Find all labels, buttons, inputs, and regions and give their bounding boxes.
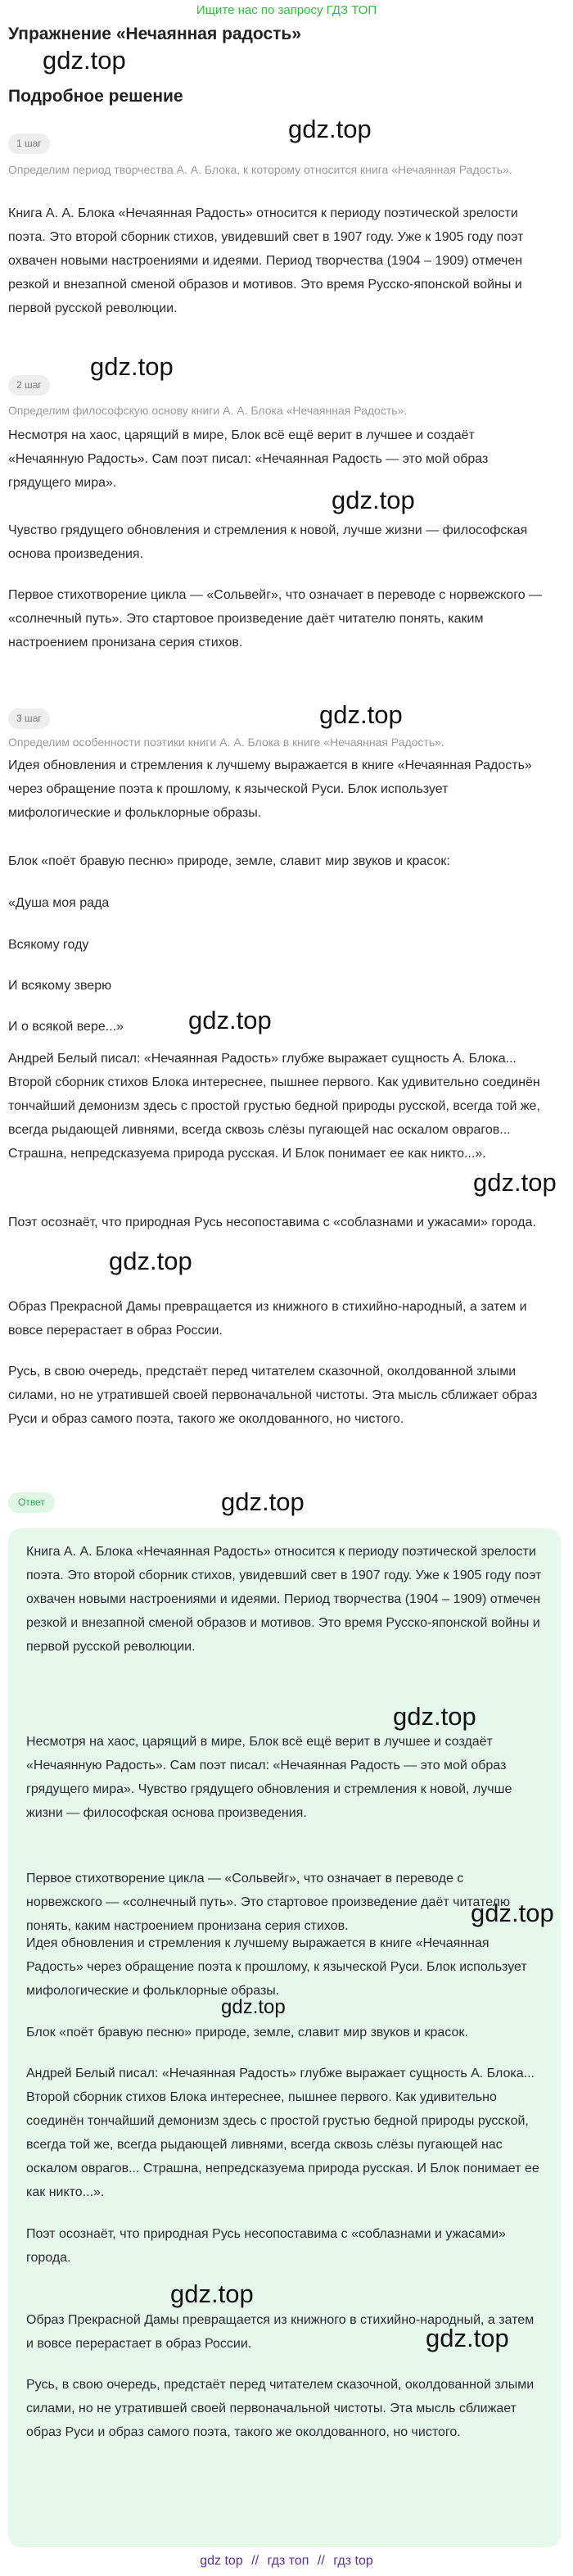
answer-paragraph: Первое стихотворение цикла — «Сольвейг», что означает в переводе с норвежского — «солнечный путь». Это стартовое произведение даёт читателю понять, каким настроением пронизана серия стихов. xyxy=(26,1872,510,1933)
step-paragraph: Поэт осознаёт, что природная Русь несопоставима с «соблазнами и ужасами» города. xyxy=(8,1216,536,1229)
watermark: gdz.top xyxy=(319,700,403,729)
answer-paragraph: Книга А. А. Блока «Нечаянная Радость» относится к периоду поэтической зрелости поэта. Это второй сборник стихов, увидевший свет в 1907 году. Уже к 1905 году поэт охвачен новыми настроениями и идеями. Период творчества (1904 – 1909) отмечен резкой и внезапной сменой образов и мотивов. Это время Русско-японской войны и первой русской революции. xyxy=(26,1545,542,1654)
step-badge: 2 шаг xyxy=(8,375,50,396)
poem-line: Всякому году xyxy=(8,938,89,952)
footer-link[interactable]: gdz top xyxy=(200,2554,243,2568)
step-note: Определим особенности поэтики книги А. А. Блока в книге «Нечаянная Радость». xyxy=(8,736,444,749)
step-paragraph: Несмотря на хаос, царящий в мире, Блок всё ещё верит в лучшее и создаёт «Нечаянную Радость». Сам поэт писал: «Нечаянная Радость — это мой образ грядущего мира». xyxy=(8,428,489,490)
step-paragraph: Блок «поёт бравую песню» природе, земле, славит мир звуков и красок: xyxy=(8,854,450,868)
footer-link[interactable]: гдз топ xyxy=(267,2554,309,2568)
step-paragraph: Андрей Белый писал: «Нечаянная Радость» глубже выражает сущность А. Блока... Второй сборник стихов Блока интереснее, пышнее первого. Как удивительно соединён тончайший демонизм здесь с простой грустью бедной природы русской, всегда той же, всегда рыдающей ливнями, всегда сквозь слёзы пугающей нас оскалом оврагов... Страшна, непредсказуема природа русская. И Блок понимает ее как никто...». xyxy=(8,1052,540,1161)
poem-line: И о всякой вере...» xyxy=(8,1020,124,1034)
footer-separator: // xyxy=(251,2554,259,2568)
poem-line: «Душа моя рада xyxy=(8,896,110,910)
watermark: gdz.top xyxy=(288,115,372,143)
answer-paragraph: Андрей Белый писал: «Нечаянная Радость» глубже выражает сущность А. Блока... Второй сборник стихов Блока интереснее, пышнее первого. Как удивительно соединён тончайший демонизм здесь с простой грустью бедной природы русской, всегда той же, всегда рыдающей ливнями, всегда сквозь слёзы пугающей нас оскалом оврагов... Страшна, непредсказуема природа русская. И Блок понимает ее как никто...». xyxy=(26,2067,539,2199)
step-paragraph: Книга А. А. Блока «Нечаянная Радость» относится к периоду поэтической зрелости поэта. Это второй сборник стихов, увидевший свет в 1907 году. Уже к 1905 году поэт охвачен новыми настроениями и идеями. Период творчества (1904 – 1909) отмечен резкой и внезапной сменой образов и мотивов. Это время Русско-японской войны и первой русской революции. xyxy=(8,206,524,315)
answer-paragraph: Русь, в свою очередь, предстаёт перед читателем сказочной, околдованной злыми силами, но не утратившей своей первоначальной чистоты. Эта мысль сближает образ Руси и образ самого поэта, такого же околдованного, но чистого. xyxy=(26,2378,535,2439)
step-badge: 3 шаг xyxy=(8,709,50,729)
page-title: Упражнение «Нечаянная радость» xyxy=(8,25,302,43)
answer-paragraph: Образ Прекрасной Дамы превращается из книжного в стихийно-народный, а затем и вовсе перерастает в образ России. xyxy=(26,2313,535,2351)
watermark: gdz.top xyxy=(90,352,174,381)
watermark: gdz.top xyxy=(170,2279,254,2308)
watermark: gdz.top xyxy=(471,1899,554,1927)
footer-separator: // xyxy=(317,2554,325,2568)
answer-paragraph: Блок «поёт бравую песню» природе, земле, славит мир звуков и красок. xyxy=(26,2026,468,2040)
answer-paragraph: Несмотря на хаос, царящий в мире, Блок всё ещё верит в лучшее и создаёт «Нечаянную Радость». Сам поэт писал: «Нечаянная Радость — это мой образ грядущего мира». Чувство грядущего обновления и стремления к новой, лучше жизни — философская основа произведения. xyxy=(26,1735,512,1820)
step-paragraph: Идея обновления и стремления к лучшему выражается в книге «Нечаянная Радость» через обращение поэта к прошлому, к языческой Руси. Блок использует мифологические и фольклорные образы. xyxy=(8,758,532,820)
poem-line: И всякому зверю xyxy=(8,979,112,993)
watermark: gdz.top xyxy=(221,1996,286,2018)
step-paragraph: Первое стихотворение цикла — «Сольвейг», что означает в переводе с норвежского — «солнечный путь». Это стартовое произведение даёт читателю понять, каким настроением пронизана серия стихов. xyxy=(8,588,543,650)
footer-link[interactable]: гдз top xyxy=(333,2554,373,2568)
watermark: gdz.top xyxy=(109,1247,192,1275)
step-paragraph: Образ Прекрасной Дамы превращается из книжного в стихийно-народный, а затем и вовсе перерастает в образ России. xyxy=(8,1300,527,1338)
footer-links xyxy=(0,2554,573,2569)
top-search-hint[interactable]: Ищите нас по запросу ГДЗ ТОП xyxy=(196,3,377,17)
watermark: gdz.top xyxy=(188,1006,272,1034)
step-note: Определим философскую основу книги А. А. Блока «Нечаянная Радость». xyxy=(8,404,408,417)
answer-paragraph: Идея обновления и стремления к лучшему выражается в книге «Нечаянная Радость» через обращение поэта к прошлому, к языческой Руси. Блок использует мифологические и фольклорные образы. xyxy=(26,1936,527,1998)
step-paragraph: Чувство грядущего обновления и стремления к новой, лучше жизни — философская основа произведения. xyxy=(8,523,528,561)
watermark: gdz.top xyxy=(43,46,126,75)
step-note: Определим период творчества А. А. Блока, к которому относится книга «Нечаянная Радость». xyxy=(8,163,512,176)
watermark: gdz.top xyxy=(473,1168,557,1197)
step-badge: 1 шаг xyxy=(8,134,50,154)
answer-paragraph: Поэт осознаёт, что природная Русь несопоставима с «соблазнами и ужасами» города. xyxy=(26,2227,506,2265)
section-title: Подробное решение xyxy=(8,87,183,106)
watermark: gdz.top xyxy=(393,1702,476,1731)
answer-badge: Ответ xyxy=(8,1492,55,1513)
watermark: gdz.top xyxy=(332,486,415,514)
step-paragraph: Русь, в свою очередь, предстаёт перед читателем сказочной, околдованной злыми силами, но не утратившей своей первоначальной чистоты. Эта мысль сближает образ Руси и образ самого поэта, такого же околдованного, но чистого. xyxy=(8,1365,538,1426)
watermark: gdz.top xyxy=(221,1487,305,1516)
watermark: gdz.top xyxy=(426,2324,509,2352)
